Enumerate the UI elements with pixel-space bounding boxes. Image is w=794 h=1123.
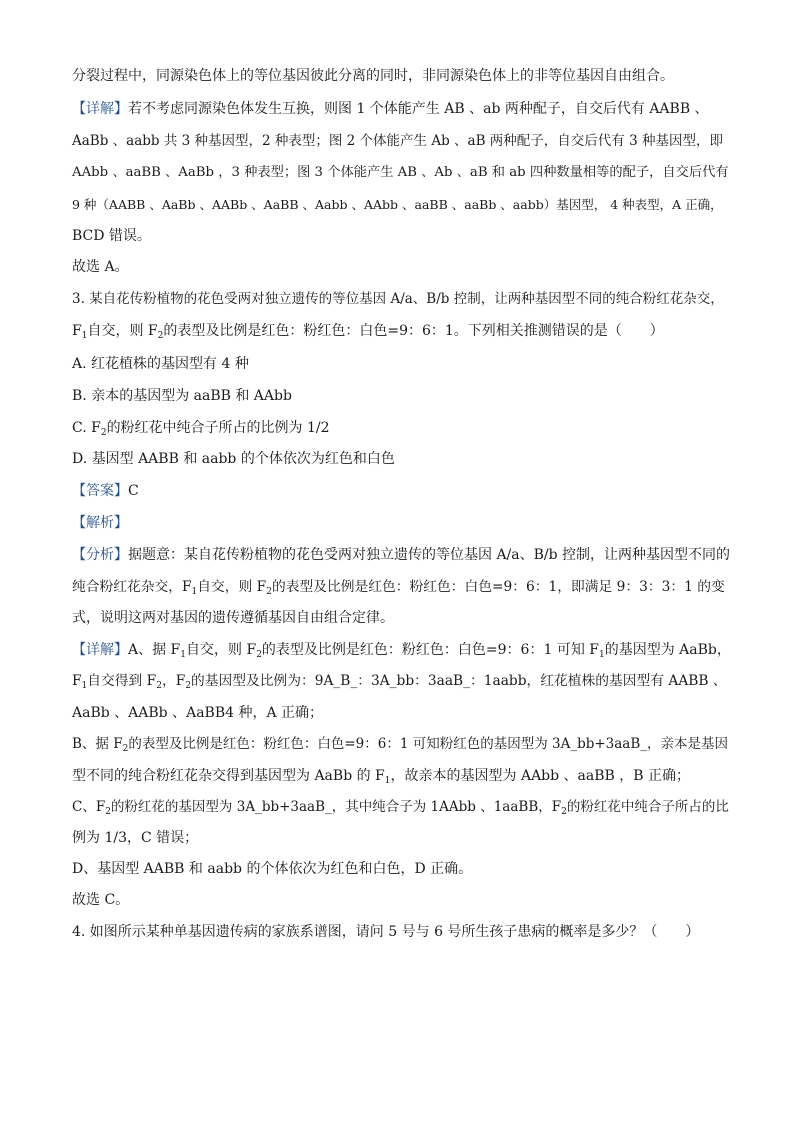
text-line: 【详解】若不考虑同源染色体发生互换，则图 1 个体能产生 AB 、ab 两种配子，自交后代有 AABB 、 — [72, 101, 709, 117]
text-line: 9 种（AABB 、AaBb 、AABb 、AaBB 、Aabb 、AAbb 、aaBB 、aaBb 、aabb）基因型， 4 种表型，A 正确， — [72, 197, 723, 212]
text-line: $F_1$自交，则 $F_2$的表型及比例是红色：粉红色：白色=9：6：1。下列相关推测错误的是（ ） — [72, 323, 664, 341]
text-line: 型不同的纯合粉红花杂交得到基因型为 AaBb 的 $F_1$，故亲本的基因型为 AAbb 、aaBB ，B 正确； — [72, 768, 691, 786]
answer-tag: 【答案】 — [72, 483, 128, 499]
option-b: B. 亲本的基因型为 aaBB 和 AAbb — [72, 388, 292, 404]
answer-line: 【答案】C — [72, 483, 139, 499]
text-line: AaBb 、AABb 、AaBB4 种，A 正确； — [72, 705, 324, 721]
text-line: 故选 C。 — [72, 892, 130, 908]
text-line: 故选 A。 — [72, 259, 129, 275]
analysis-tag: 【分析】 — [72, 547, 128, 563]
text-line: B、据 $F_2$的表型及比例是红色：粉红色：白色=9：6：1 可知粉红色的基因型为 3A_bb+3aaB_，亲本是基因 — [72, 736, 729, 754]
text-line: 纯合粉红花杂交，$F_1$自交，则 $F_2$的表型及比例是红色：粉红色：白色=9：6：1，即满足 9：3：3：1 的变 — [72, 579, 725, 597]
text-line: 分裂过程中，同源染色体上的等位基因彼此分离的同时，非同源染色体上的非等位基因自由组合。 — [72, 68, 674, 84]
text-line: AAbb 、aaBB 、AaBb ，3 种表型；图 3 个体能产生 AB 、Ab 、aB 和 ab 四种数量相等的配子，自交后代有 — [72, 165, 729, 180]
detail-tag: 【详解】 — [72, 101, 128, 117]
option-d: D. 基因型 AABB 和 aabb 的个体依次为红色和白色 — [72, 451, 395, 467]
analysis-heading: 【解析】 — [72, 515, 128, 531]
text-line: $F_1$自交得到 $F_2$，$F_2$的基因型及比例为：9A_B_：3A_bb：3aaB_：1aabb，红花植株的基因型有 AABB 、 — [72, 673, 727, 691]
detail-tag: 【详解】 — [72, 642, 128, 658]
question-3: 3. 某自花传粉植物的花色受两对独立遗传的等位基因 A/a、B/b 控制，让两种基因型不同的纯合粉红花杂交， — [72, 291, 724, 307]
text-line: 式，说明这两对基因的遗传遵循基因自由组合定律。 — [72, 610, 394, 626]
text-line: C、$F_2$的粉红花的基因型为 3A_bb+3aaB_，其中纯合子为 1AAbb 、1aaBB，$F_2$的粉红花中纯合子所占的比 — [72, 799, 729, 817]
option-a: A. 红花植株的基因型有 4 种 — [72, 356, 249, 372]
text-line: 【分析】据题意：某自花传粉植物的花色受两对独立遗传的等位基因 A/a、B/b 控制，让两种基因型不同的 — [72, 547, 731, 563]
text-line: AaBb 、aabb 共 3 种基因型，2 种表型；图 2 个体能产生 Ab 、aB 两种配子，自交后代有 3 种基因型，即 — [72, 133, 723, 149]
question-4: 4. 如图所示某种单基因遗传病的家族系谱图，请问 5 号与 6 号所生孩子患病的概率是多少？（ ） — [72, 924, 700, 940]
text-line: 例为 1/3，C 错误； — [72, 830, 199, 846]
text-line: 【详解】A、据 $F_1$自交，则 $F_2$的表型及比例是红色：粉红色：白色=9：6：1 可知 $F_1$的基因型为 AaBb， — [72, 642, 731, 660]
option-c: C. $F_2$的粉红花中纯合子所占的比例为 1/2 — [72, 420, 330, 438]
text-line: D、基因型 AABB 和 aabb 的个体依次为红色和白色，D 正确。 — [72, 861, 473, 877]
text-line: BCD 错误。 — [72, 228, 151, 244]
